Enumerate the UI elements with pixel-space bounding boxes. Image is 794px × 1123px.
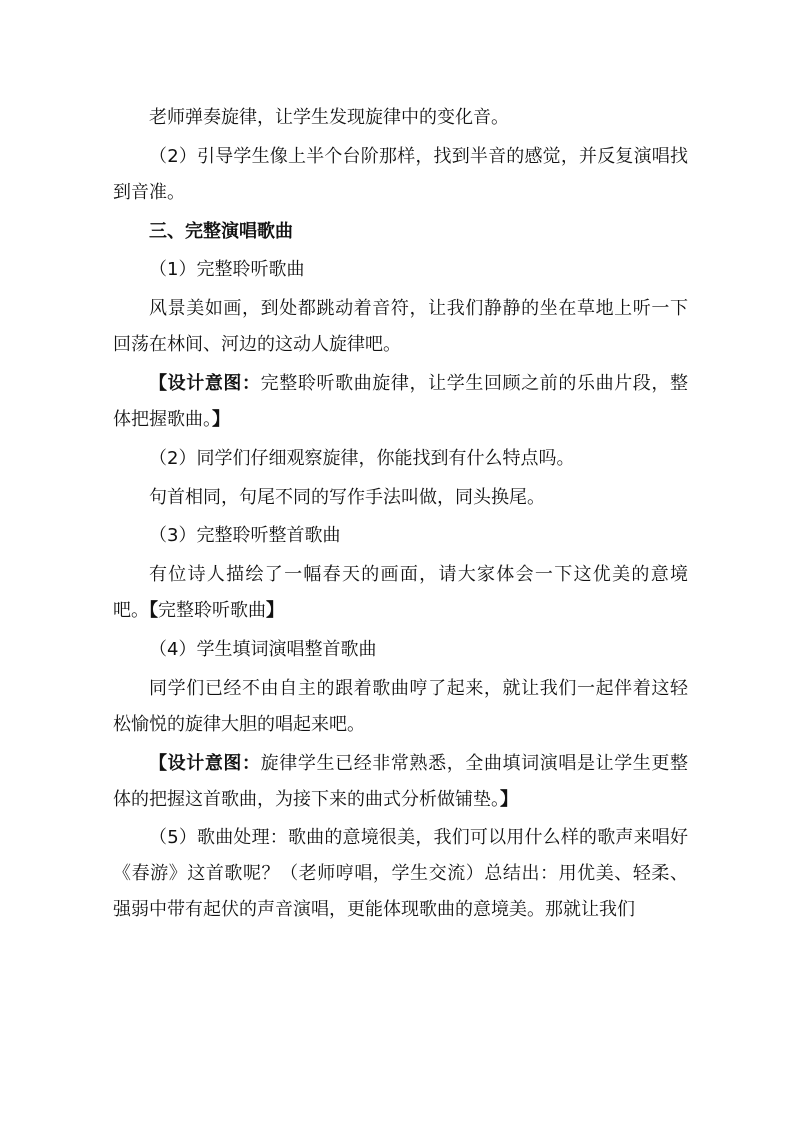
document-paragraph — [113, 100, 688, 136]
document-paragraph — [113, 671, 688, 743]
text-segment: （2）同学们仔细观察旋律，你能找到有什么特点吗。 — [149, 447, 575, 469]
bold-text-segment: 】 — [212, 408, 230, 430]
bold-text-segment: 【设计意图： — [149, 372, 261, 394]
document-paragraph — [113, 820, 688, 928]
text-segment: 同学们已经不由自主的跟着歌曲哼了起来，就让我们一起伴着这轻松愉悦的旋律大胆的唱起来吧。 — [113, 677, 688, 735]
text-segment: （2）引导学生像上半个台阶那样，找到半音的感觉，并反复演唱找到音准。 — [113, 145, 688, 203]
document-body — [113, 100, 688, 931]
bold-text-segment: 】 — [266, 600, 284, 622]
text-segment: 完整聆听歌曲 — [158, 600, 266, 622]
document-paragraph — [113, 139, 688, 211]
document-paragraph — [113, 518, 688, 554]
text-segment: （4）学生填词演唱整首歌曲 — [149, 638, 377, 660]
text-segment: 有位诗人描绘了一幅春天的画面，请大家体会一下这优美的意境吧。 — [113, 564, 688, 622]
text-segment: 完整聆听歌曲旋律，让学生回顾之前的乐曲片段，整体把握歌曲。 — [113, 372, 689, 430]
bold-text-segment: 【设计意图： — [149, 752, 261, 774]
bold-text-segment: 】 — [500, 788, 518, 810]
bold-text-segment: 【 — [149, 600, 158, 622]
text-segment: （1）完整聆听歌曲 — [149, 259, 305, 281]
document-paragraph — [113, 214, 688, 250]
document-paragraph — [113, 480, 688, 516]
text-segment: 旋律学生已经非常熟悉，全曲填词演唱是让学生更整体的把握这首歌曲，为接下来的曲式分析做铺垫。 — [113, 752, 689, 810]
text-segment: 老师弹奏旋律，让学生发现旋律中的变化音。 — [149, 107, 509, 128]
document-paragraph — [113, 252, 688, 288]
document-paragraph — [113, 746, 688, 818]
bold-text-segment: 三、完整演唱歌曲 — [149, 220, 293, 242]
text-segment: （5）歌曲处理：歌曲的意境很美，我们可以用什么样的歌声来唱好《春游》这首歌呢？（老师哼唱，学生交流）总结出：用优美、轻柔、强弱中带有起伏的声音演唱，更能体现歌曲的意境美。那就让我们 — [113, 827, 688, 921]
document-paragraph — [113, 632, 688, 668]
document-paragraph — [113, 366, 688, 438]
document-paragraph — [113, 441, 688, 477]
document-paragraph — [113, 291, 688, 363]
text-segment: （3）完整聆听整首歌曲 — [149, 525, 341, 547]
document-paragraph — [113, 557, 688, 629]
text-segment: 句首相同，句尾不同的写作手法叫做，同头换尾。 — [149, 486, 545, 508]
text-segment: 风景美如画，到处都跳动着音符，让我们静静的坐在草地上听一下回荡在林间、河边的这动人旋律吧。 — [113, 298, 688, 356]
